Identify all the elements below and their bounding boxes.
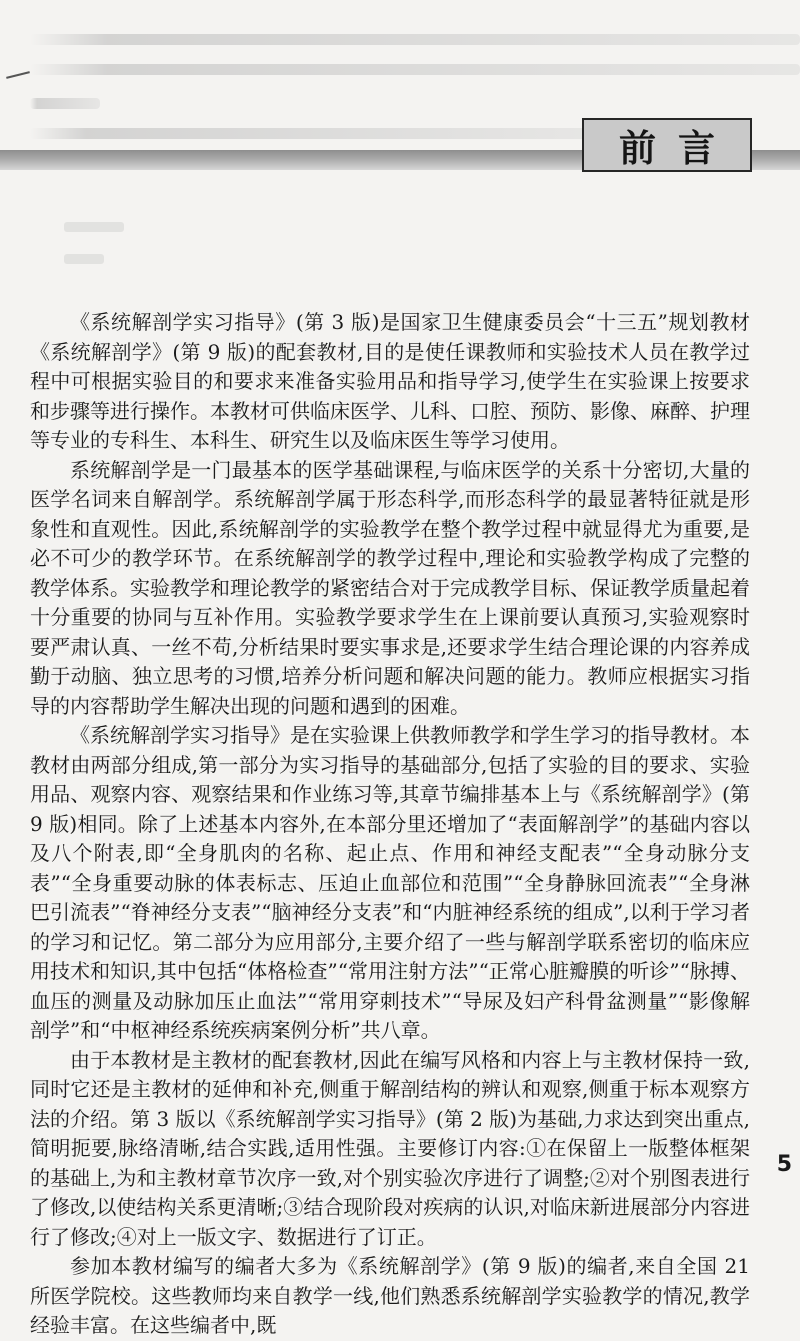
paragraph: 《系统解剖学实习指导》是在实验课上供教师教学和学生学习的指导教材。本教材由两部分组成,第一部分为实习指导的基础部分,包括了实验的目的要求、实验用品、观察内容、观察结果和作业练习等,其章节编排基本上与《系统解剖学》(第 9 版)相同。除了上述基本内容外,在本部分里还增加了“表面解剖学”的基础内容以及八个附表,即“全身肌肉的名称、起止点、作用和神经支配表”“全身动脉分支表”“全身重要动脉的体表标志、压迫止血部位和范围”“全身静脉回流表”“全身淋巴引流表”“脊神经分支表”“脑神经分支表”和“内脏神经系统的组成”,以利于学习者的学习和记忆。第二部分为应用部分,主要介绍了一些与解剖学联系密切的临床应用技术和知识,其中包括“体格检查”“常用注射方法”“正常心脏瓣膜的听诊”“脉搏、血压的测量及动脉加压止血法”“常用穿刺技术”“导尿及妇产科骨盆测量”“影像解剖学”和“中枢神经系统疾病案例分析”共八章。 <box>30 723 750 1042</box>
faint-mark <box>64 254 104 264</box>
paragraph: 由于本教材是主教材的配套教材,因此在编写风格和内容上与主教材保持一致,同时它还是主教材的延伸和补充,侧重于解剖结构的辨认和观察,侧重于标本观察方法的介绍。第 3 版以《系统解剖学实习指导》(第 2 版)为基础,力求达到突出重点,简明扼要,脉络清晰,结合实践,适用性强。主要修订内容:①在保留上一版整体框架的基础上,为和主教材章节次序一致,对个别实验次序进行了调整;②对个别图表进行了修改,以使结构关系更清晰;③结合现阶段对疾病的认识,对临床新进展部分内容进行了修改;④对上一版文字、数据进行了订正。 <box>30 1047 750 1249</box>
page-title: 前言 <box>619 127 737 170</box>
body-text <box>30 308 750 1341</box>
page-number: 5 <box>776 1152 792 1177</box>
faint-mark <box>64 222 124 232</box>
paragraph: 参加本教材编写的编者大多为《系统解剖学》(第 9 版)的编者,来自全国 21 所医学院校。这些教师均来自教学一线,他们熟悉系统解剖学实验教学的情况,教学经验丰富。在这些编者中,既 <box>30 1254 750 1337</box>
header-title-box <box>582 118 752 172</box>
paragraph: 《系统解剖学实习指导》(第 3 版)是国家卫生健康委员会“十三五”规划教材《系统解剖学》(第 9 版)的配套教材,目的是使任课教师和实验技术人员在教学过程中可根据实验目的和要求来准备实验用品和指导学习,使学生在实验课上按要求和步骤等进行操作。本教材可供临床医学、儿科、口腔、预防、影像、麻醉、护理等专业的专科生、本科生、研究生以及临床医生等学习使用。 <box>30 310 750 452</box>
paragraph: 系统解剖学是一门最基本的医学基础课程,与临床医学的关系十分密切,大量的医学名词来自解剖学。系统解剖学属于形态科学,而形态科学的最显著特征就是形象性和直观性。因此,系统解剖学的实验教学在整个教学过程中就显得尤为重要,是必不可少的教学环节。在系统解剖学的教学过程中,理论和实验教学构成了完整的教学体系。实验教学和理论教学的紧密结合对于完成教学目标、保证教学质量起着十分重要的协同与互补作用。实验教学要求学生在上课前要认真预习,实验观察时要严肃认真、一丝不苟,分析结果时要实事求是,还要求学生结合理论课的内容养成勤于动脑、独立思考的习惯,培养分析问题和解决问题的能力。教师应根据实习指导的内容帮助学生解决出现的问题和遇到的困难。 <box>30 457 750 718</box>
